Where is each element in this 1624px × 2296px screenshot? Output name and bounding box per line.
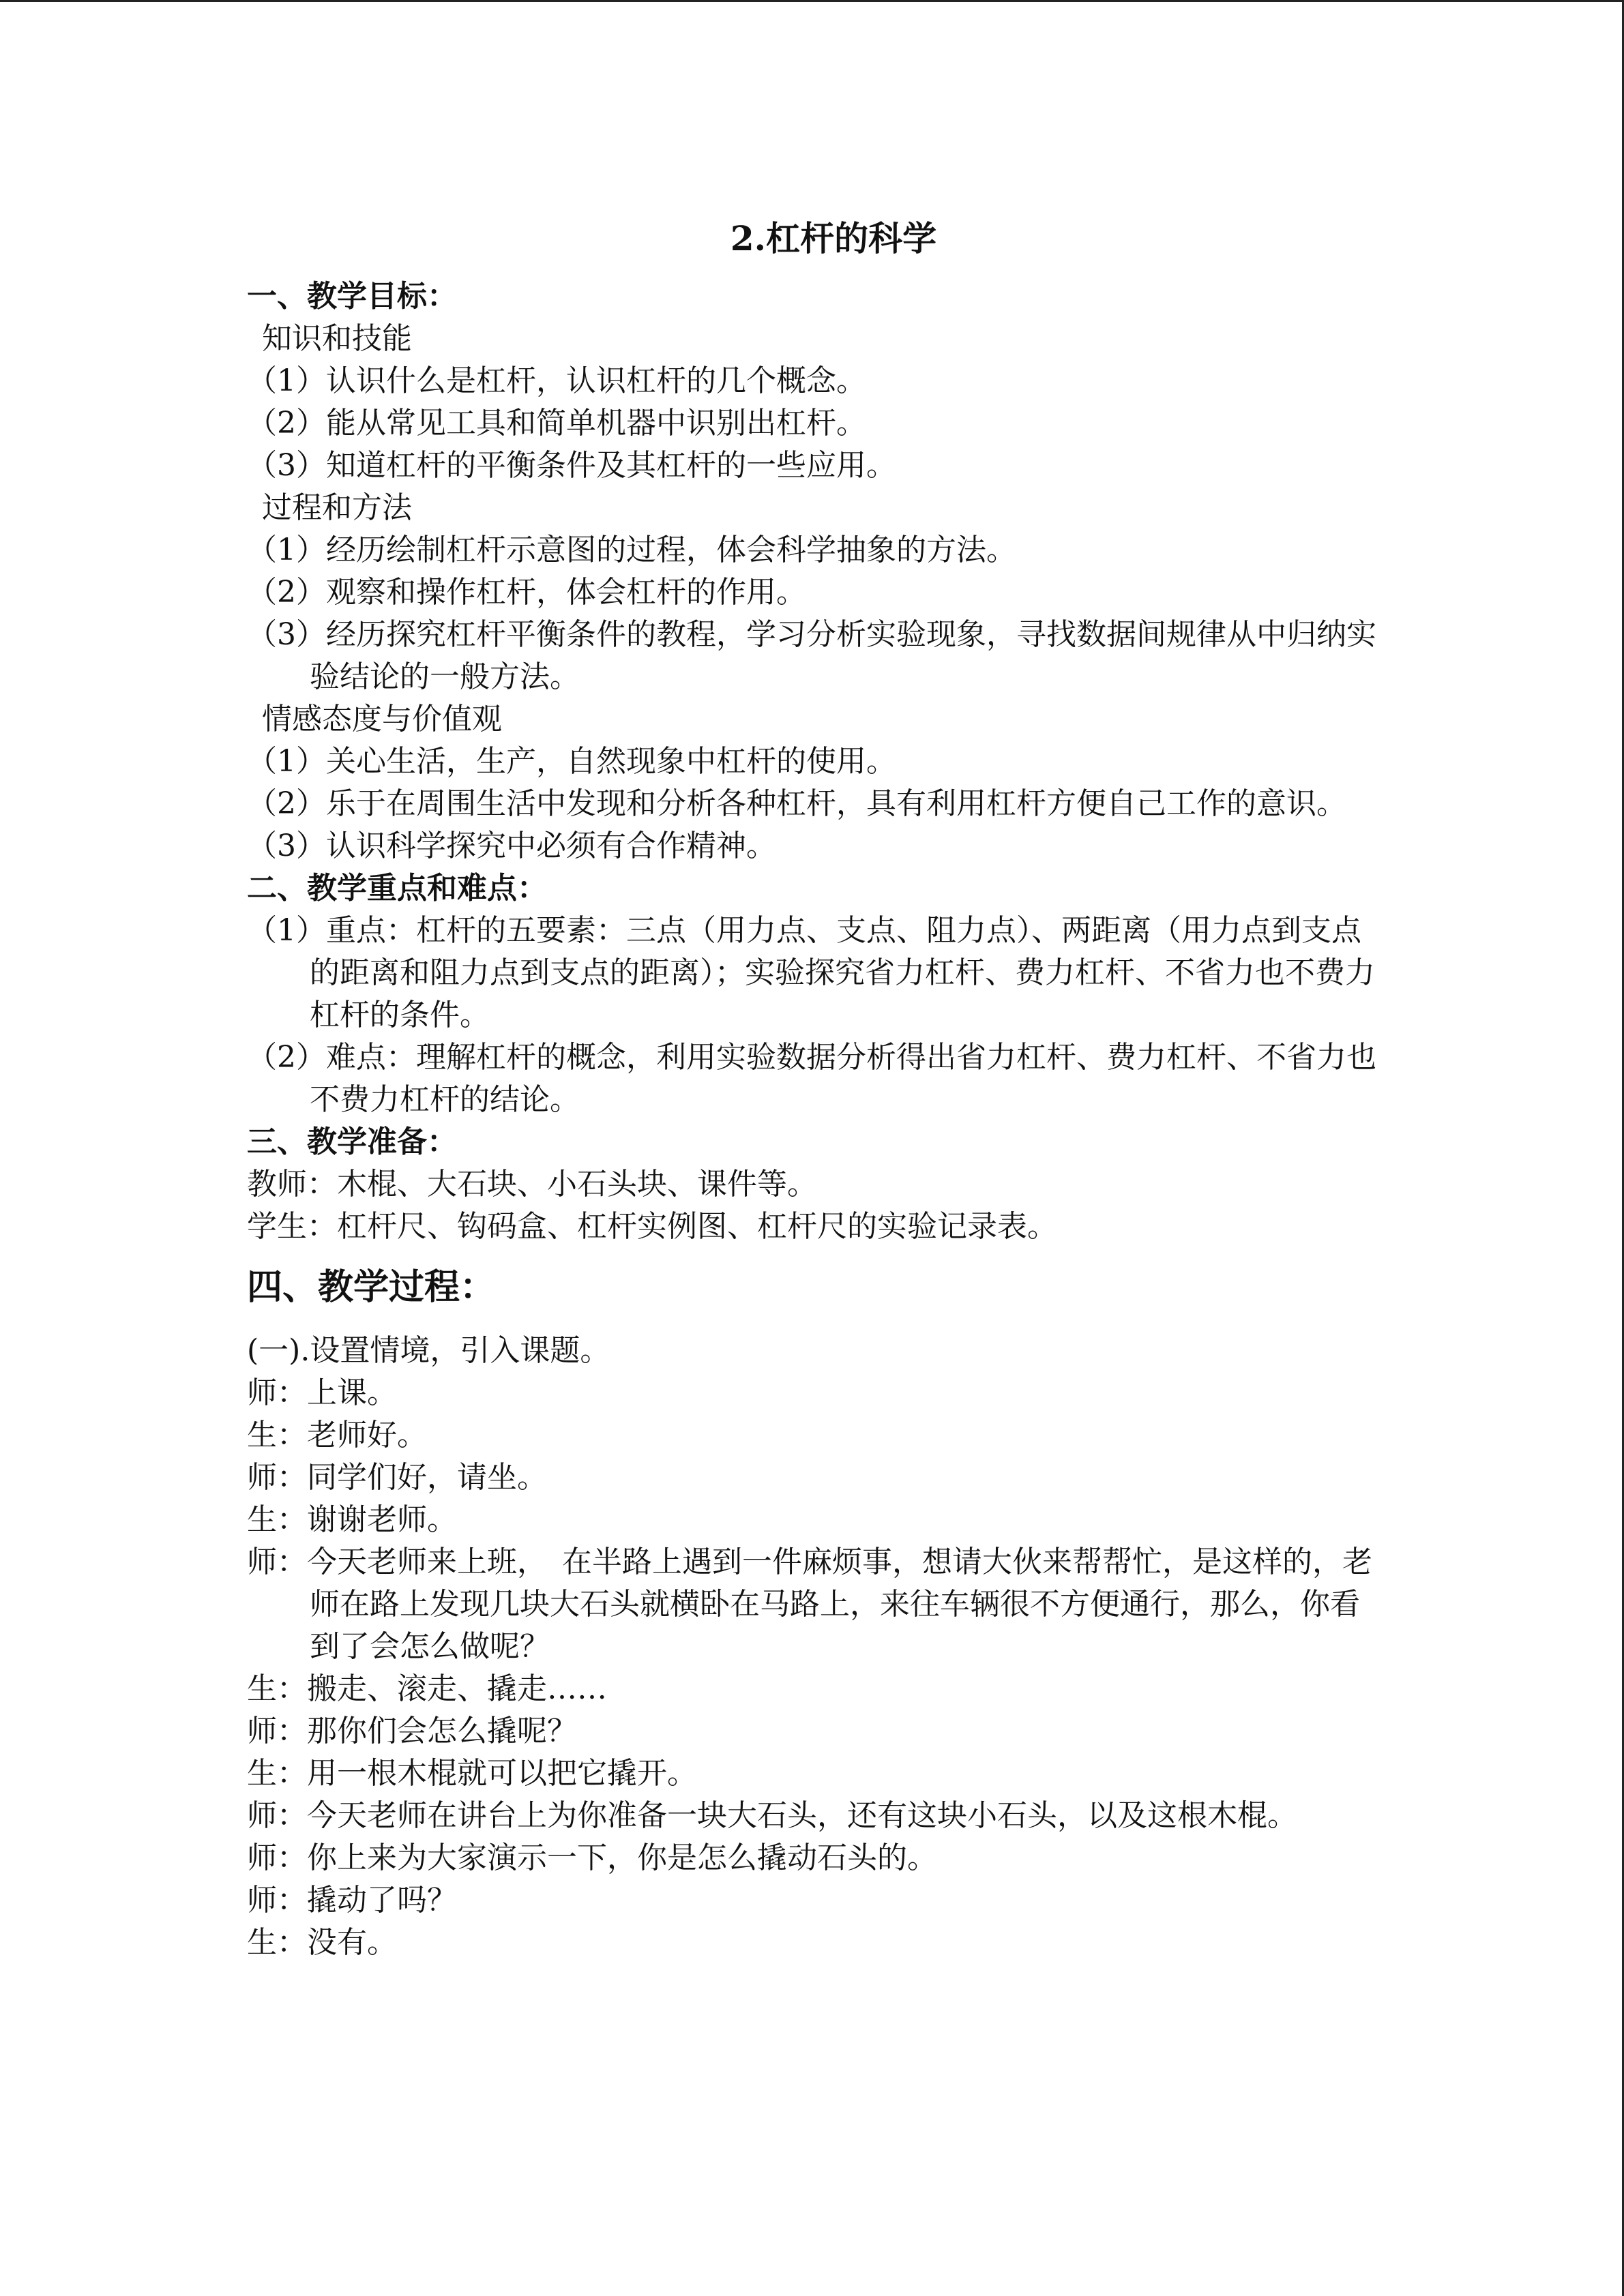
document-body <box>247 205 1379 1964</box>
process-item: （2）观察和操作杠杆，体会杠杆的作用。 <box>247 575 806 610</box>
emotion-item: （1）关心生活，生产，自然现象中杠杆的使用。 <box>247 744 896 779</box>
process-step-heading: (一).设置情境，引入课题。 <box>247 1333 610 1368</box>
page-border-top <box>0 0 1624 2</box>
knowledge-item: （3）知道杠杆的平衡条件及其杠杆的一些应用。 <box>247 448 896 483</box>
prep-student: 学生：杠杆尺、钩码盒、杠杆实例图、杠杆尺的实验记录表。 <box>247 1209 1057 1244</box>
section-heading-goals: 一、教学目标： <box>247 279 457 314</box>
dialog-line: 生：搬走、滚走、撬走…… <box>247 1671 607 1706</box>
dialog-line: 师：你上来为大家演示一下，你是怎么撬动石头的。 <box>247 1840 937 1875</box>
dialog-line: 师：今天老师在讲台上为你准备一块大石头，还有这块小石头，以及这根木棍。 <box>247 1798 1297 1833</box>
process-item: （3）经历探究杠杆平衡条件的教程，学习分析实验现象，寻找数据间规律从中归纳实验结论的一般方法。 <box>247 617 1376 694</box>
dialog-line: 生：谢谢老师。 <box>247 1502 457 1537</box>
dialog-line: 师：那你们会怎么撬呢？ <box>247 1714 577 1748</box>
process-item: （1）经历绘制杠杆示意图的过程，体会科学抽象的方法。 <box>247 533 1016 567</box>
knowledge-item: （1）认识什么是杠杆，认识杠杆的几个概念。 <box>247 363 866 398</box>
document-title: 2.杠杆的科学 <box>730 218 937 258</box>
emotion-item: （2）乐于在周围生活中发现和分析各种杠杆，具有利用杠杆方便自己工作的意识。 <box>247 786 1346 821</box>
emotion-item: （3）认识科学探究中必须有合作精神。 <box>247 829 776 863</box>
dialog-line: 生：没有。 <box>247 1925 397 1960</box>
section-heading-prep: 三、教学准备： <box>247 1124 457 1159</box>
keypoint-item: （1）重点：杠杆的五要素：三点（用力点、支点、阻力点）、两距离（用力点到支点的距离和阻力点到支点的距离）；实验探究省力杠杆、费力杠杆、不省力也不费力杠杆的条件。 <box>247 913 1375 1032</box>
knowledge-item: （2）能从常见工具和简单机器中识别出杠杆。 <box>247 406 866 441</box>
dialog-line: 生：老师好。 <box>247 1418 427 1452</box>
keypoint-item: （2）难点：理解杠杆的概念，利用实验数据分析得出省力杠杆、费力杠杆、不省力也不费力杠杆的结论。 <box>247 1040 1376 1117</box>
section-heading-keypoints: 二、教学重点和难点： <box>247 871 547 906</box>
dialog-line: 师：撬动了吗？ <box>247 1883 457 1918</box>
dialog-line: 师：同学们好，请坐。 <box>247 1460 547 1495</box>
subheading-knowledge: 知识和技能 <box>262 321 412 356</box>
dialog-line: 师：今天老师来上班， 在半路上遇到一件麻烦事，想请大伙来帮帮忙，是这样的，老师在路上发现几块大石头就横卧在马路上，来往车辆很不方便通行，那么，你看到了会怎么做呢？ <box>247 1545 1372 1664</box>
subheading-emotion: 情感态度与价值观 <box>262 702 502 736</box>
dialog-line: 师：上课。 <box>247 1375 397 1410</box>
prep-teacher: 教师：木棍、大石块、小石头块、课件等。 <box>247 1167 817 1202</box>
section-heading-process: 四、教学过程： <box>247 1266 496 1308</box>
subheading-process: 过程和方法 <box>262 490 412 525</box>
dialog-line: 生：用一根木棍就可以把它撬开。 <box>247 1756 697 1791</box>
